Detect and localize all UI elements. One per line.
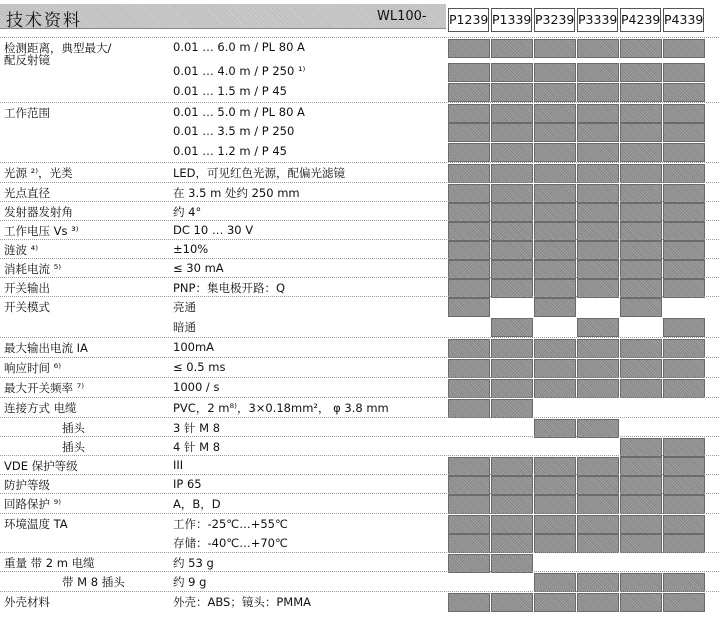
availability-cell-filled <box>577 339 619 358</box>
availability-cell-filled <box>534 83 576 102</box>
availability-cell-filled <box>448 359 490 378</box>
spec-label: 工作电压 Vs ³⁾ <box>4 224 79 238</box>
availability-cell-filled <box>620 83 662 102</box>
availability-cell-empty <box>491 298 533 317</box>
availability-cell-filled <box>620 495 662 514</box>
availability-cell-filled <box>491 359 533 378</box>
availability-cell-filled <box>448 143 490 162</box>
availability-cell-filled <box>663 318 705 337</box>
spec-label: 插头 <box>62 440 85 454</box>
spec-row <box>0 162 719 183</box>
availability-cell-filled <box>534 495 576 514</box>
model-header-p3239: P3239 <box>534 8 575 32</box>
spec-value: 约 4° <box>173 205 202 219</box>
spec-row <box>0 571 719 592</box>
spec-row <box>0 62 719 82</box>
availability-cell-filled <box>577 318 619 337</box>
model-header-p4239: P4239 <box>620 8 661 32</box>
spec-label: 最大开关频率 ⁷⁾ <box>4 381 85 395</box>
availability-cell-filled <box>448 399 490 418</box>
availability-cell-filled <box>663 63 705 82</box>
availability-cell-filled <box>491 39 533 58</box>
availability-cell-filled <box>663 123 705 142</box>
spec-value: DC 10 … 30 V <box>173 223 254 237</box>
availability-cell-filled <box>491 63 533 82</box>
spec-label: 防护等级 <box>4 478 50 492</box>
spec-row <box>0 474 719 495</box>
availability-cell-filled <box>620 359 662 378</box>
spec-value: 0.01 … 5.0 m / PL 80 A <box>173 105 305 119</box>
spec-row <box>0 493 719 514</box>
model-header-p1239: P1239 <box>448 8 489 32</box>
availability-cell-filled <box>534 593 576 612</box>
availability-cell-filled <box>620 339 662 358</box>
availability-cell-empty <box>577 298 619 317</box>
availability-cell-filled <box>534 123 576 142</box>
availability-cell-filled <box>577 515 619 534</box>
availability-cell-filled <box>534 515 576 534</box>
availability-cell-empty <box>491 573 533 592</box>
spec-row <box>0 317 719 337</box>
availability-cell-filled <box>448 534 490 553</box>
availability-cell-filled <box>577 495 619 514</box>
spec-value: IP 65 <box>173 477 202 491</box>
spec-value: ±10% <box>173 242 209 256</box>
availability-cell-filled <box>620 573 662 592</box>
availability-cell-empty <box>534 399 576 418</box>
availability-cell-filled <box>534 143 576 162</box>
spec-row <box>0 417 719 438</box>
availability-cell-filled <box>491 534 533 553</box>
spec-label: 工作范围 <box>4 106 50 120</box>
availability-cell-filled <box>620 298 662 317</box>
availability-cell-filled <box>448 164 490 183</box>
spec-row <box>0 337 719 358</box>
availability-cell-filled <box>663 83 705 102</box>
spec-row <box>0 182 719 203</box>
spec-value: ≤ 0.5 ms <box>173 360 226 374</box>
availability-cell-filled <box>491 104 533 123</box>
availability-cell-filled <box>491 593 533 612</box>
availability-cell-filled <box>491 123 533 142</box>
spec-label: 消耗电流 ⁵⁾ <box>4 262 62 276</box>
spec-row <box>0 397 719 418</box>
spec-value: 亮通 <box>173 300 196 314</box>
availability-cell-filled <box>448 104 490 123</box>
availability-cell-filled <box>534 39 576 58</box>
spec-row <box>0 201 719 222</box>
spec-label: 开关模式 <box>4 300 50 314</box>
spec-value: 0.01 … 6.0 m / PL 80 A <box>173 40 305 54</box>
availability-cell-filled <box>577 164 619 183</box>
spec-row <box>0 258 719 279</box>
availability-cell-filled <box>491 379 533 398</box>
availability-cell-filled <box>534 534 576 553</box>
spec-row <box>0 142 719 162</box>
spec-value: 4 针 M 8 <box>173 440 221 454</box>
model-header-p3339: P3339 <box>577 8 618 32</box>
availability-cell-filled <box>663 495 705 514</box>
availability-cell-filled <box>491 164 533 183</box>
availability-cell-filled <box>534 573 576 592</box>
availability-cell-filled <box>491 495 533 514</box>
availability-cell-filled <box>448 83 490 102</box>
availability-cell-filled <box>577 379 619 398</box>
spec-value: 0.01 … 3.5 m / P 250 <box>173 124 295 138</box>
spec-label: 最大输出电流 IA <box>4 341 88 355</box>
availability-cell-filled <box>577 83 619 102</box>
spec-value: 暗通 <box>173 320 196 334</box>
spec-label: 插头 <box>62 421 85 435</box>
spec-row <box>0 122 719 142</box>
availability-cell-filled <box>663 143 705 162</box>
spec-label: 连接方式 电缆 <box>4 401 77 415</box>
spec-label: 涟波 ⁴⁾ <box>4 243 39 257</box>
model-prefix: WL100- <box>377 9 427 24</box>
availability-cell-filled <box>620 534 662 553</box>
spec-label: 回路保护 ⁹⁾ <box>4 497 62 511</box>
spec-value: 约 9 g <box>173 575 207 589</box>
spec-value: 外壳：ABS；镜头：PMMA <box>173 595 311 609</box>
availability-cell-filled <box>620 63 662 82</box>
spec-value: III <box>173 458 184 472</box>
availability-cell-filled <box>577 104 619 123</box>
availability-cell-empty <box>448 318 490 337</box>
availability-cell-filled <box>534 104 576 123</box>
availability-cell-filled <box>620 39 662 58</box>
spec-row <box>0 591 719 612</box>
availability-cell-empty <box>663 298 705 317</box>
availability-cell-filled <box>577 123 619 142</box>
spec-value: 100mA <box>173 340 215 354</box>
spec-value: A，B，D <box>173 497 221 511</box>
model-header-p1339: P1339 <box>491 8 532 32</box>
availability-cell-filled <box>620 104 662 123</box>
spec-label: 响应时间 ⁶⁾ <box>4 361 62 375</box>
spec-label: 外壳材料 <box>4 595 50 609</box>
spec-value: 0.01 … 1.5 m / P 45 <box>173 84 287 98</box>
spec-value: PVC，2 m⁸⁾，3×0.18mm²， φ 3.8 mm <box>173 401 389 415</box>
availability-cell-filled <box>534 339 576 358</box>
spec-label: 光点直径 <box>4 186 50 200</box>
availability-cell-filled <box>448 63 490 82</box>
availability-cell-empty <box>577 399 619 418</box>
availability-cell-filled <box>448 379 490 398</box>
spec-value: 约 53 g <box>173 556 214 570</box>
availability-cell-filled <box>663 379 705 398</box>
availability-cell-filled <box>534 359 576 378</box>
spec-row <box>0 436 719 457</box>
availability-cell-filled <box>491 399 533 418</box>
availability-cell-filled <box>491 143 533 162</box>
spec-row <box>0 513 719 534</box>
spec-label: 环境温度 TA <box>4 517 68 531</box>
availability-cell-empty <box>448 573 490 592</box>
availability-cell-filled <box>577 573 619 592</box>
page-title: 技术资料 <box>6 11 82 31</box>
spec-value: 0.01 … 4.0 m / P 250 ¹⁾ <box>173 64 306 78</box>
availability-cell-filled <box>577 359 619 378</box>
availability-cell-filled <box>534 63 576 82</box>
availability-cell-filled <box>663 515 705 534</box>
availability-cell-empty <box>663 399 705 418</box>
spec-value: LED，可见红色光源，配偏光滤镜 <box>173 166 346 180</box>
spec-label: 发射器发射角 <box>4 205 73 219</box>
availability-cell-filled <box>577 39 619 58</box>
availability-cell-filled <box>491 318 533 337</box>
spec-label-line2: 配反射镜 <box>4 53 50 67</box>
availability-cell-filled <box>620 593 662 612</box>
availability-cell-filled <box>620 164 662 183</box>
availability-cell-filled <box>448 123 490 142</box>
availability-cell-empty <box>620 399 662 418</box>
spec-row <box>0 552 719 573</box>
spec-value: 3 针 M 8 <box>173 421 221 435</box>
availability-cell-filled <box>491 515 533 534</box>
availability-cell-filled <box>534 298 576 317</box>
availability-cell-filled <box>448 39 490 58</box>
spec-value: 0.01 … 1.2 m / P 45 <box>173 144 287 158</box>
availability-cell-filled <box>663 573 705 592</box>
spec-value: 在 3.5 m 处约 250 mm <box>173 186 300 200</box>
availability-cell-filled <box>663 339 705 358</box>
availability-cell-filled <box>448 515 490 534</box>
spec-row <box>0 37 719 67</box>
spec-label: VDE 保护等级 <box>4 459 78 473</box>
availability-cell-filled <box>663 39 705 58</box>
availability-cell-filled <box>448 495 490 514</box>
spec-row <box>0 102 719 123</box>
spec-label: 开关输出 <box>4 281 50 295</box>
model-header-p4339: P4339 <box>663 8 704 32</box>
availability-cell-empty <box>534 318 576 337</box>
availability-cell-filled <box>534 379 576 398</box>
availability-cell-filled <box>663 104 705 123</box>
spec-row <box>0 455 719 476</box>
availability-cell-filled <box>448 593 490 612</box>
spec-value: PNP：集电极开路：Q <box>173 281 286 295</box>
availability-cell-filled <box>448 298 490 317</box>
availability-cell-filled <box>534 164 576 183</box>
availability-cell-filled <box>577 143 619 162</box>
spec-row <box>0 277 719 298</box>
availability-cell-filled <box>663 593 705 612</box>
availability-cell-filled <box>577 63 619 82</box>
availability-cell-filled <box>577 534 619 553</box>
spec-row <box>0 82 719 102</box>
availability-cell-filled <box>491 339 533 358</box>
spec-value: 1000 / s <box>173 380 220 394</box>
availability-cell-filled <box>577 593 619 612</box>
availability-cell-filled <box>663 359 705 378</box>
spec-row <box>0 239 719 260</box>
availability-cell-filled <box>620 515 662 534</box>
spec-value: 存储：-40℃…+70℃ <box>173 536 288 550</box>
spec-label: 重量 带 2 m 电缆 <box>4 556 95 570</box>
availability-cell-filled <box>620 123 662 142</box>
availability-cell-filled <box>620 379 662 398</box>
spec-value: 工作：-25℃…+55℃ <box>173 517 288 531</box>
availability-cell-empty <box>620 318 662 337</box>
spec-value: ≤ 30 mA <box>173 261 224 275</box>
spec-row <box>0 357 719 378</box>
spec-label: 检测距离，典型最大/ <box>4 41 112 55</box>
spec-row <box>0 296 719 317</box>
availability-cell-filled <box>620 143 662 162</box>
spec-label: 光源 ²⁾，光类 <box>4 166 73 180</box>
availability-cell-filled <box>448 339 490 358</box>
spec-row <box>0 533 719 553</box>
availability-cell-filled <box>491 83 533 102</box>
spec-row <box>0 220 719 241</box>
spec-label: 带 M 8 插头 <box>62 575 125 589</box>
availability-cell-filled <box>663 534 705 553</box>
availability-cell-filled <box>663 164 705 183</box>
spec-row <box>0 377 719 398</box>
